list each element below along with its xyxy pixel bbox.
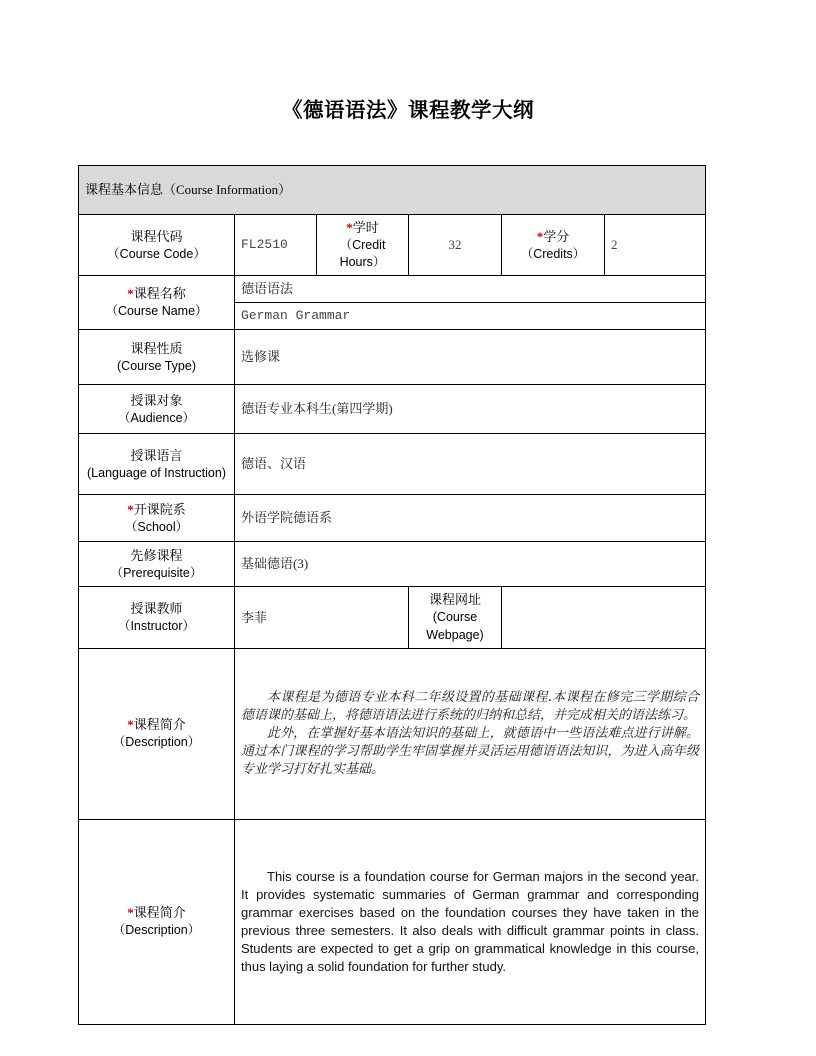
- course-code-label: [79, 215, 235, 276]
- table-row-course-type: [79, 330, 706, 385]
- language-value: 德语、汉语: [235, 434, 706, 495]
- audience-label-en: （Audience）: [117, 410, 196, 425]
- course-name-label-zh: 课程名称: [133, 286, 186, 302]
- course-name-value-en: German Grammar: [235, 303, 706, 330]
- course-name-label-en: （Course Name）: [105, 304, 208, 319]
- credits-required-mark: *: [536, 228, 544, 244]
- course-webpage-label-zh: 课程网址: [428, 592, 481, 608]
- description-en-label-zh: 课程简介: [133, 905, 186, 921]
- course-code-label-en: （Course Code）: [107, 246, 206, 261]
- table-row-description-en: [79, 819, 706, 1024]
- course-type-label-en: (Course Type): [117, 358, 196, 373]
- course-type-label: [79, 330, 235, 385]
- instructor-label-en: （Instructor）: [117, 618, 196, 633]
- school-label-zh: 开课院系: [133, 501, 186, 517]
- instructor-label: [79, 587, 235, 648]
- table-row-school: [79, 495, 706, 542]
- credit-hours-required-mark: *: [346, 220, 353, 235]
- course-information-table: [78, 165, 706, 1025]
- table-row-course-name-zh: [79, 276, 706, 303]
- credit-hours-label-en: （Credit Hours）: [339, 237, 386, 270]
- course-code-label-zh: 课程代码: [130, 228, 183, 244]
- description-zh-paragraph-2: 此外，在掌握好基本语法知识的基础上，就德语中一些语法难点进行讲解。通过本门课程的学习帮助学生牢固掌握并灵活运用德语语法知识，为进入高年级专业学习打好扎实基础。: [241, 725, 699, 777]
- table-row-prerequisite: [79, 542, 706, 587]
- language-label-zh: 授课语言: [130, 447, 183, 463]
- school-required-mark: *: [127, 501, 134, 517]
- description-en-required-mark: *: [127, 905, 134, 921]
- audience-label-zh: 授课对象: [130, 392, 183, 408]
- course-webpage-label: [409, 587, 502, 648]
- school-label: [79, 495, 235, 542]
- course-type-value: 选修课: [235, 330, 706, 385]
- course-name-label: [79, 276, 235, 330]
- description-zh-paragraph-1: 本课程是为德语专业本科二年级设置的基础课程.本课程在修完三学期综合德语课的基础上，将德语语法进行系统的归纳和总结，并完成相关的语法练习。: [241, 689, 699, 723]
- table-section-header-row: [79, 166, 706, 215]
- course-code-value: FL2510: [235, 215, 317, 276]
- school-value: 外语学院德语系: [235, 495, 706, 542]
- section-header-cell: 课程基本信息（Course Information）: [79, 166, 706, 215]
- audience-label: [79, 385, 235, 434]
- description-en-label: [79, 819, 235, 1024]
- language-label-en: (Language of Instruction): [87, 465, 226, 480]
- course-webpage-label-en: (Course Webpage): [426, 610, 484, 642]
- credits-label-zh: 学分: [543, 228, 570, 244]
- prerequisite-label-zh: 先修课程: [130, 547, 183, 563]
- table-row-audience: [79, 385, 706, 434]
- language-label: [79, 434, 235, 495]
- description-en-paragraph-1: This course is a foundation course for German majors in the second year. It provides systematic summaries of German grammar and corresponding grammar exercises based on the foundation courses they have taken in the previous three semesters. It also deals with difficult grammar points in class. Students are expected to get a grip on grammatical knowledge in this course, thus laying a solid foundation for further study.: [241, 868, 699, 974]
- credit-hours-label-zh: 学时: [352, 220, 379, 235]
- credits-label: [502, 215, 605, 276]
- page-title: 《德语语法》课程教学大纲: [282, 100, 534, 122]
- course-webpage-value[interactable]: [502, 587, 706, 648]
- course-name-required-mark: *: [127, 286, 134, 302]
- course-type-label-zh: 课程性质: [130, 340, 183, 356]
- description-zh-content: [235, 648, 706, 819]
- instructor-value: 李菲: [235, 587, 409, 648]
- table-row-language: [79, 434, 706, 495]
- description-zh-label: [79, 648, 235, 819]
- audience-value: 德语专业本科生(第四学期): [235, 385, 706, 434]
- prerequisite-value: 基础德语(3): [235, 542, 706, 587]
- description-en-content: [235, 819, 706, 1024]
- description-en-label-en: （Description）: [112, 923, 201, 938]
- instructor-label-zh: 授课教师: [130, 600, 183, 616]
- course-name-value-zh: 德语语法: [235, 276, 706, 303]
- description-zh-label-en: （Description）: [112, 735, 201, 750]
- credit-hours-value: 32: [409, 215, 502, 276]
- description-zh-required-mark: *: [127, 717, 134, 733]
- table-row-instructor: [79, 587, 706, 648]
- table-row-description-zh: [79, 648, 706, 819]
- school-label-en: （School）: [124, 519, 189, 534]
- prerequisite-label-en: （Prerequisite）: [110, 565, 203, 580]
- credits-label-en: （Credits）: [520, 246, 586, 261]
- prerequisite-label: [79, 542, 235, 587]
- credits-value: 2: [605, 215, 706, 276]
- credit-hours-label: [317, 215, 409, 276]
- description-zh-label-zh: 课程简介: [133, 717, 186, 733]
- table-row-course-code: [79, 215, 706, 276]
